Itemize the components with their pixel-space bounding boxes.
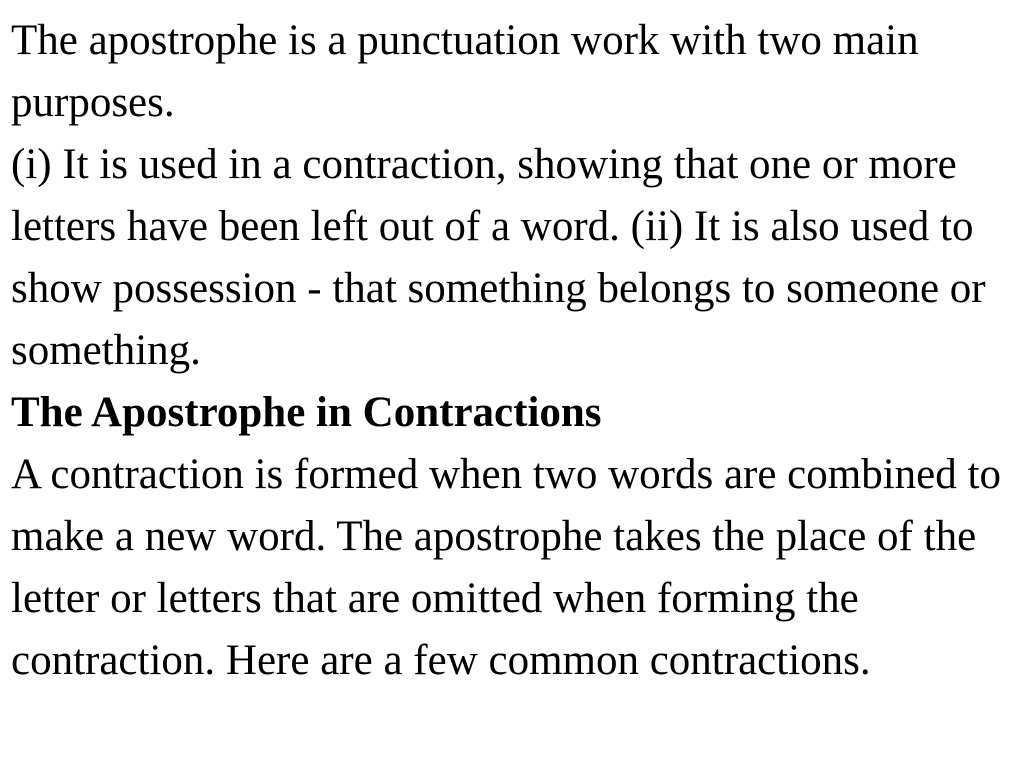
contraction-paragraph: A contraction is formed when two words are combined to make a new word. The apostrophe takes the place of the letter or letters that are omitted when forming the contraction. Here are a few common contractions. xyxy=(11,451,1001,684)
intro-paragraph: The apostrophe is a punctuation work with two main purposes. xyxy=(11,17,919,126)
purposes-paragraph: (i) It is used in a contraction, showing that one or more letters have been left out of a word. (ii) It is also used to show possession - that something belongs to someone or something. xyxy=(11,141,986,374)
section-heading: The Apostrophe in Contractions xyxy=(11,389,602,436)
